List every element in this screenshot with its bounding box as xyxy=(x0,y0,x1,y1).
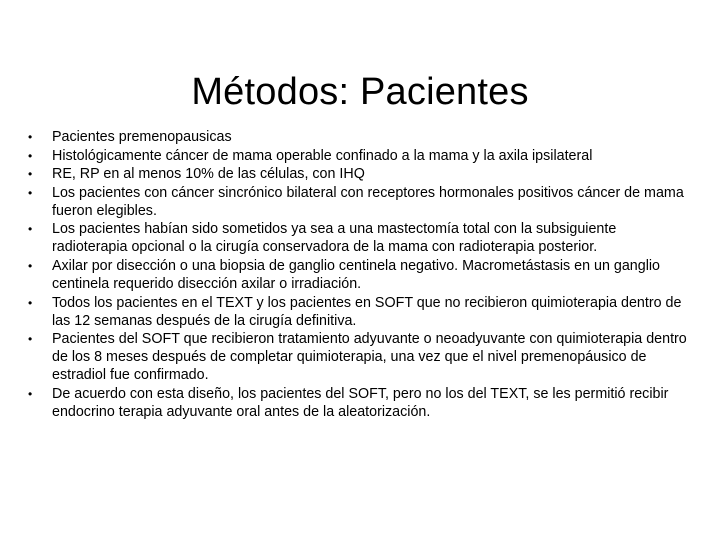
bullet-icon: • xyxy=(28,148,33,163)
bullet-item xyxy=(28,147,688,165)
bullet-text: Los pacientes con cáncer sincrónico bilateral con receptores hormonales positivos cáncer de mama fueron elegibles. xyxy=(52,184,684,219)
bullet-text: De acuerdo con esta diseño, los pacientes del SOFT, pero no los del TEXT, se les permitió recibir endocrino terapia adyuvante oral antes de la aleatorización. xyxy=(52,385,669,420)
bullet-item xyxy=(28,128,688,146)
bullet-item xyxy=(28,184,688,220)
bullet-text: Histológicamente cáncer de mama operable confinado a la mama y la axila ipsilateral xyxy=(52,147,593,164)
bullet-icon: • xyxy=(28,130,33,144)
bullet-icon: • xyxy=(28,295,33,310)
bullet-item xyxy=(28,330,688,384)
bullet-text: Axilar por disección o una biopsia de ganglio centinela negativo. Macrometástasis en un ganglio centinela requerido disección axilar o irradiación. xyxy=(52,257,660,292)
bullet-item xyxy=(28,220,688,256)
bullet-list xyxy=(28,128,688,421)
bullet-text: Pacientes del SOFT que recibieron tratamiento adyuvante o neoadyuvante con quimioterapia dentro de los 8 meses después de completar quimioterapia, una vez que el nivel premenopáusico de estradiol fue confirmado. xyxy=(52,331,687,384)
bullet-icon: • xyxy=(28,167,33,182)
bullet-text: Todos los pacientes en el TEXT y los pacientes en SOFT que no recibieron quimioterapia dentro de las 12 semanas después de la cirugía definitiva. xyxy=(52,294,682,329)
bullet-text: Pacientes premenopausicas xyxy=(52,129,232,145)
bullet-item xyxy=(28,385,688,421)
bullet-item xyxy=(28,257,688,293)
bullet-icon: • xyxy=(28,386,33,401)
slide-title: Métodos: Pacientes xyxy=(191,71,529,114)
bullet-item xyxy=(28,165,688,183)
bullet-item xyxy=(28,294,688,330)
bullet-icon: • xyxy=(28,258,33,273)
bullet-text: RE, RP en al menos 10% de las células, con IHQ xyxy=(52,166,365,183)
bullet-icon: • xyxy=(28,332,33,347)
bullet-text: Los pacientes habían sido sometidos ya sea a una mastectomía total con la subsiguiente radioterapia opcional o la cirugía conservadora de la mama con radioterapia posterior. xyxy=(52,221,617,256)
bullet-icon: • xyxy=(28,222,33,237)
bullet-icon: • xyxy=(28,185,33,200)
